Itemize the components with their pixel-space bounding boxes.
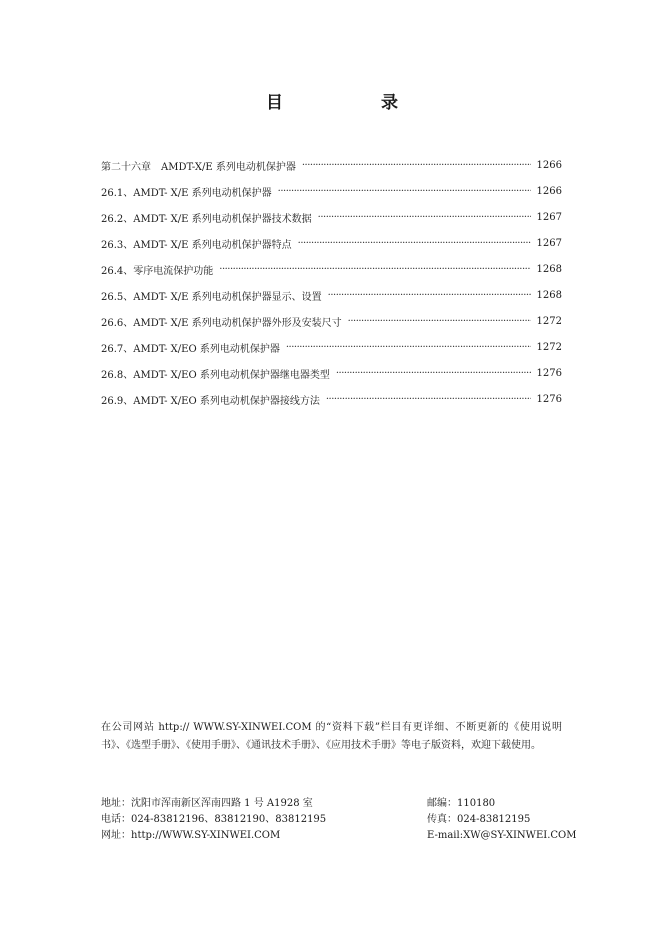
toc-entry-label: 26.8、AMDT- X/EO 系列电动机保护器继电器类型 (101, 369, 330, 381)
contact-row-web (101, 828, 577, 844)
toc-entry-label: 26.6、AMDT- X/E 系列电动机保护器外形及安装尺寸 (101, 317, 342, 329)
contact-row-address (101, 796, 562, 812)
toc-entry-page: 1267 (536, 237, 562, 249)
toc-entry-26-6[interactable] (101, 308, 562, 334)
toc-entry-page: 1276 (536, 367, 562, 379)
toc-entry-label: 26.1、AMDT- X/E 系列电动机保护器 (101, 187, 272, 199)
contact-row-phone (101, 812, 562, 828)
toc-entry-page: 1268 (536, 289, 562, 301)
toc-entry-26-3[interactable] (101, 230, 562, 256)
toc-leader-dots (298, 238, 531, 249)
toc-entry-26-7[interactable] (101, 334, 562, 360)
toc-entry-page: 1272 (536, 341, 562, 353)
toc-entry-label: 26.7、AMDT- X/EO 系列电动机保护器 (101, 343, 280, 355)
toc-entry-26-9[interactable] (101, 386, 562, 412)
download-notice: 在公司网站 http:// WWW.SY-XINWEI.COM 的“资料下载”栏目有更详细、不断更新的《使用说明书》、《选型手册》、《使用手册》、《通讯技术手册》、《应用技术手册》等电子版资料，欢迎下载使用。 (101, 722, 562, 751)
page-title-char-2: 录 (381, 93, 398, 113)
toc-entry-26-4[interactable] (101, 256, 562, 282)
toc-entry-26-5[interactable] (101, 282, 562, 308)
toc-entry-label: 26.2、AMDT- X/E 系列电动机保护器技术数据 (101, 213, 312, 225)
toc-entry-page: 1266 (536, 159, 562, 171)
toc-leader-dots (348, 316, 531, 327)
toc-entry-page: 1272 (536, 315, 562, 327)
toc-leader-dots (336, 368, 531, 379)
page-title-char-1: 目 (266, 93, 283, 113)
toc-entry-page: 1276 (536, 393, 562, 405)
toc-leader-dots (328, 290, 531, 301)
toc-entry-page: 1266 (536, 185, 562, 197)
toc-entry-label: 26.3、AMDT- X/E 系列电动机保护器特点 (101, 239, 292, 251)
toc-leader-dots (302, 160, 531, 171)
toc-leader-dots (326, 394, 531, 405)
toc-entry-label: 26.4、零序电流保护功能 (101, 265, 214, 277)
toc-entry-26-2[interactable] (101, 204, 562, 230)
table-of-contents (101, 152, 562, 412)
toc-leader-dots (318, 212, 531, 223)
toc-leader-dots (219, 264, 530, 275)
toc-leader-dots (278, 186, 531, 197)
toc-entry-label: 26.9、AMDT- X/EO 系列电动机保护器接线方法 (101, 395, 320, 407)
toc-entry-label: 第二十六章 AMDT-X/E 系列电动机保护器 (101, 161, 296, 173)
toc-entry-26-8[interactable] (101, 360, 562, 386)
toc-entry-26-1[interactable] (101, 178, 562, 204)
toc-leader-dots (286, 342, 531, 353)
fax-text: 传真：024-83812195 (427, 814, 531, 825)
toc-entry-label: 26.5、AMDT- X/E 系列电动机保护器显示、设置 (101, 291, 322, 303)
contact-block (101, 796, 577, 844)
postcode-text: 邮编：110180 (427, 798, 496, 809)
toc-entry-page: 1268 (536, 263, 562, 275)
toc-entry-page: 1267 (536, 211, 562, 223)
toc-entry-chapter-26[interactable] (101, 152, 562, 178)
page-title (0, 88, 662, 112)
website-link[interactable]: 网址：http://WWW.SY-XINWEI.COM (101, 830, 281, 841)
email-link[interactable]: E-mail:XW@SY-XINWEI.COM (427, 830, 577, 841)
phone-text: 电话：024-83812196、83812190、83812195 (101, 814, 327, 825)
address-text: 地址：沈阳市浑南新区浑南四路 1 号 A1928 室 (101, 798, 313, 809)
